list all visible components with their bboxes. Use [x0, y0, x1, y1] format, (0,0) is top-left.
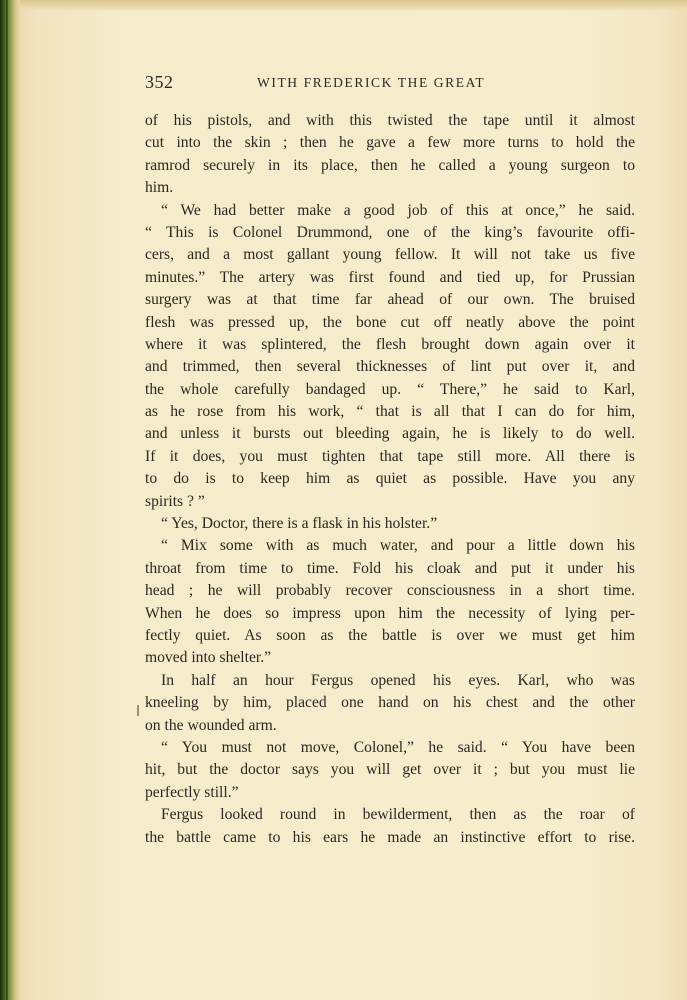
text-line: moved into shelter.” [145, 649, 272, 667]
text-line: cers, and a most gallant young fellow. It will not take us five [145, 246, 635, 264]
text-line: “ You must not move, Colonel,” he said. “ You have been [161, 738, 635, 756]
margin-mark [137, 705, 139, 716]
text-line: head ; he will probably recover consciousness in a short time. [145, 582, 635, 600]
running-head-title: WITH FREDERICK THE GREAT [257, 75, 486, 90]
paragraph [145, 535, 635, 669]
paragraph [145, 110, 635, 200]
text-line: flesh was pressed up, the bone cut off neatly above the point [145, 313, 635, 331]
text-line: to do is to keep him as quiet as possible. Have you any [145, 470, 635, 488]
text-line: spirits ? ” [145, 492, 205, 510]
text-line: When he does so impress upon him the necessity of lying per- [145, 604, 635, 622]
running-head [145, 72, 635, 96]
text-line: If it does, you must tighten that tape still more. All there is [145, 447, 635, 465]
text-line: throat from time to time. Fold his cloak and put it under his [145, 559, 635, 577]
page-number: 352 [145, 72, 174, 92]
text-line: the whole carefully bandaged up. “ There,” he said to Karl, [145, 380, 635, 398]
text-line: and trimmed, then several thicknesses of lint put over it, and [145, 358, 635, 376]
text-line: minutes.” The artery was first found and tied up, for Prussian [145, 268, 635, 286]
text-line: hit, but the doctor says you will get over it ; but you must lie [145, 761, 635, 779]
book-binding-edge [0, 0, 20, 1000]
text-line: the battle came to his ears he made an instinctive effort to rise. [145, 828, 635, 846]
paragraph [145, 804, 635, 849]
text-line: where it was splintered, the flesh brought down again over it [145, 335, 635, 353]
text-line: ramrod securely in its place, then he called a young surgeon to [145, 156, 635, 174]
binding-line [6, 0, 8, 1000]
text-line: “ Mix some with as much water, and pour a little down his [161, 537, 635, 555]
text-line: perfectly still.” [145, 783, 239, 801]
text-line: surgery was at that time far ahead of our own. The bruised [145, 291, 635, 309]
text-line: fectly quiet. As soon as the battle is over we must get him [145, 626, 635, 644]
text-line: “ We had better make a good job of this at once,” he said. [161, 201, 635, 219]
body-text [145, 110, 635, 849]
text-line: on the wounded arm. [145, 716, 277, 734]
text-line: In half an hour Fergus opened his eyes. Karl, who was [161, 671, 635, 689]
text-line: “ Yes, Doctor, there is a flask in his holster.” [161, 515, 438, 533]
paragraph [145, 513, 635, 535]
text-line: him. [145, 179, 174, 197]
text-line: Fergus looked round in bewilderment, then as the roar of [161, 806, 635, 824]
text-line: as he rose from his work, “ that is all that I can do for him, [145, 403, 635, 421]
text-line: “ This is Colonel Drummond, one of the king’s favourite offi- [145, 223, 635, 241]
paragraph [145, 670, 635, 737]
text-line: kneeling by him, placed one hand on his chest and the other [145, 694, 635, 712]
paragraph [145, 737, 635, 804]
text-line: and unless it bursts out bleeding again, he is likely to do well. [145, 425, 635, 443]
text-line: of his pistols, and with this twisted the tape until it almost [145, 112, 635, 129]
page-top-edge [20, 0, 687, 10]
paragraph [145, 200, 635, 513]
text-line: cut into the skin ; then he gave a few more turns to hold the [145, 134, 635, 152]
